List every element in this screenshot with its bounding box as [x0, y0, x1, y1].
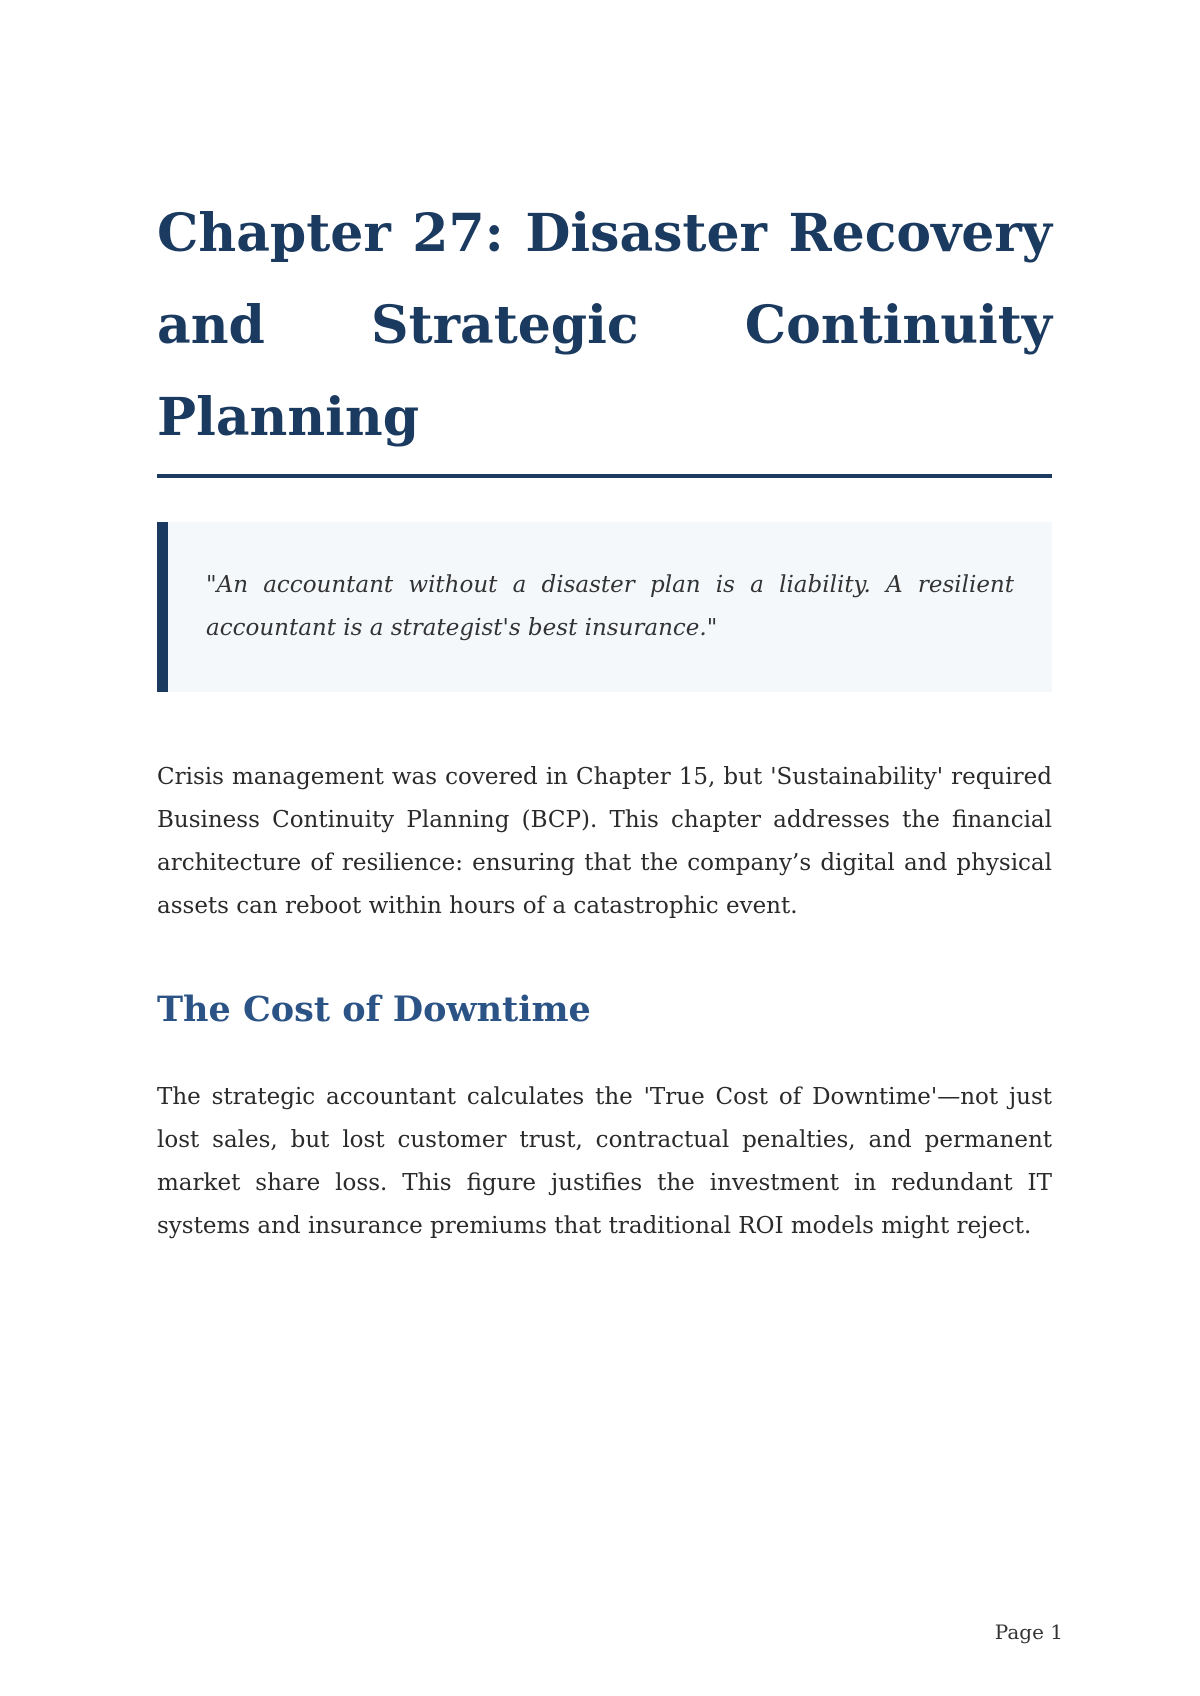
chapter-title: Chapter 27: Disaster Recovery and Strategic Continuity Planning	[157, 203, 1052, 448]
page-content	[157, 188, 1052, 1248]
epigraph-quote: "An accountant without a disaster plan is a liability. A resilient accountant is a strategist's best insurance."	[206, 572, 1014, 641]
section-paragraph: The strategic accountant calculates the 'True Cost of Downtime'—not just lost sales, but lost customer trust, contractual penalties, and permanent market share loss. This figure justifies the investment in redundant IT systems and insurance premiums that traditional ROI models might reject.	[157, 1084, 1052, 1239]
intro-paragraph: Crisis management was covered in Chapter 15, but 'Sustainability' required Business Continuity Planning (BCP). This chapter addresses the financial architecture of resilience: ensuring that the company’s digital and physical assets can reboot within hours of a catastrophic event.	[157, 764, 1052, 919]
page-number: Page 1	[994, 1620, 1063, 1644]
section-heading: The Cost of Downtime	[157, 989, 591, 1030]
title-divider	[157, 474, 1052, 478]
epigraph-block	[157, 522, 1052, 692]
